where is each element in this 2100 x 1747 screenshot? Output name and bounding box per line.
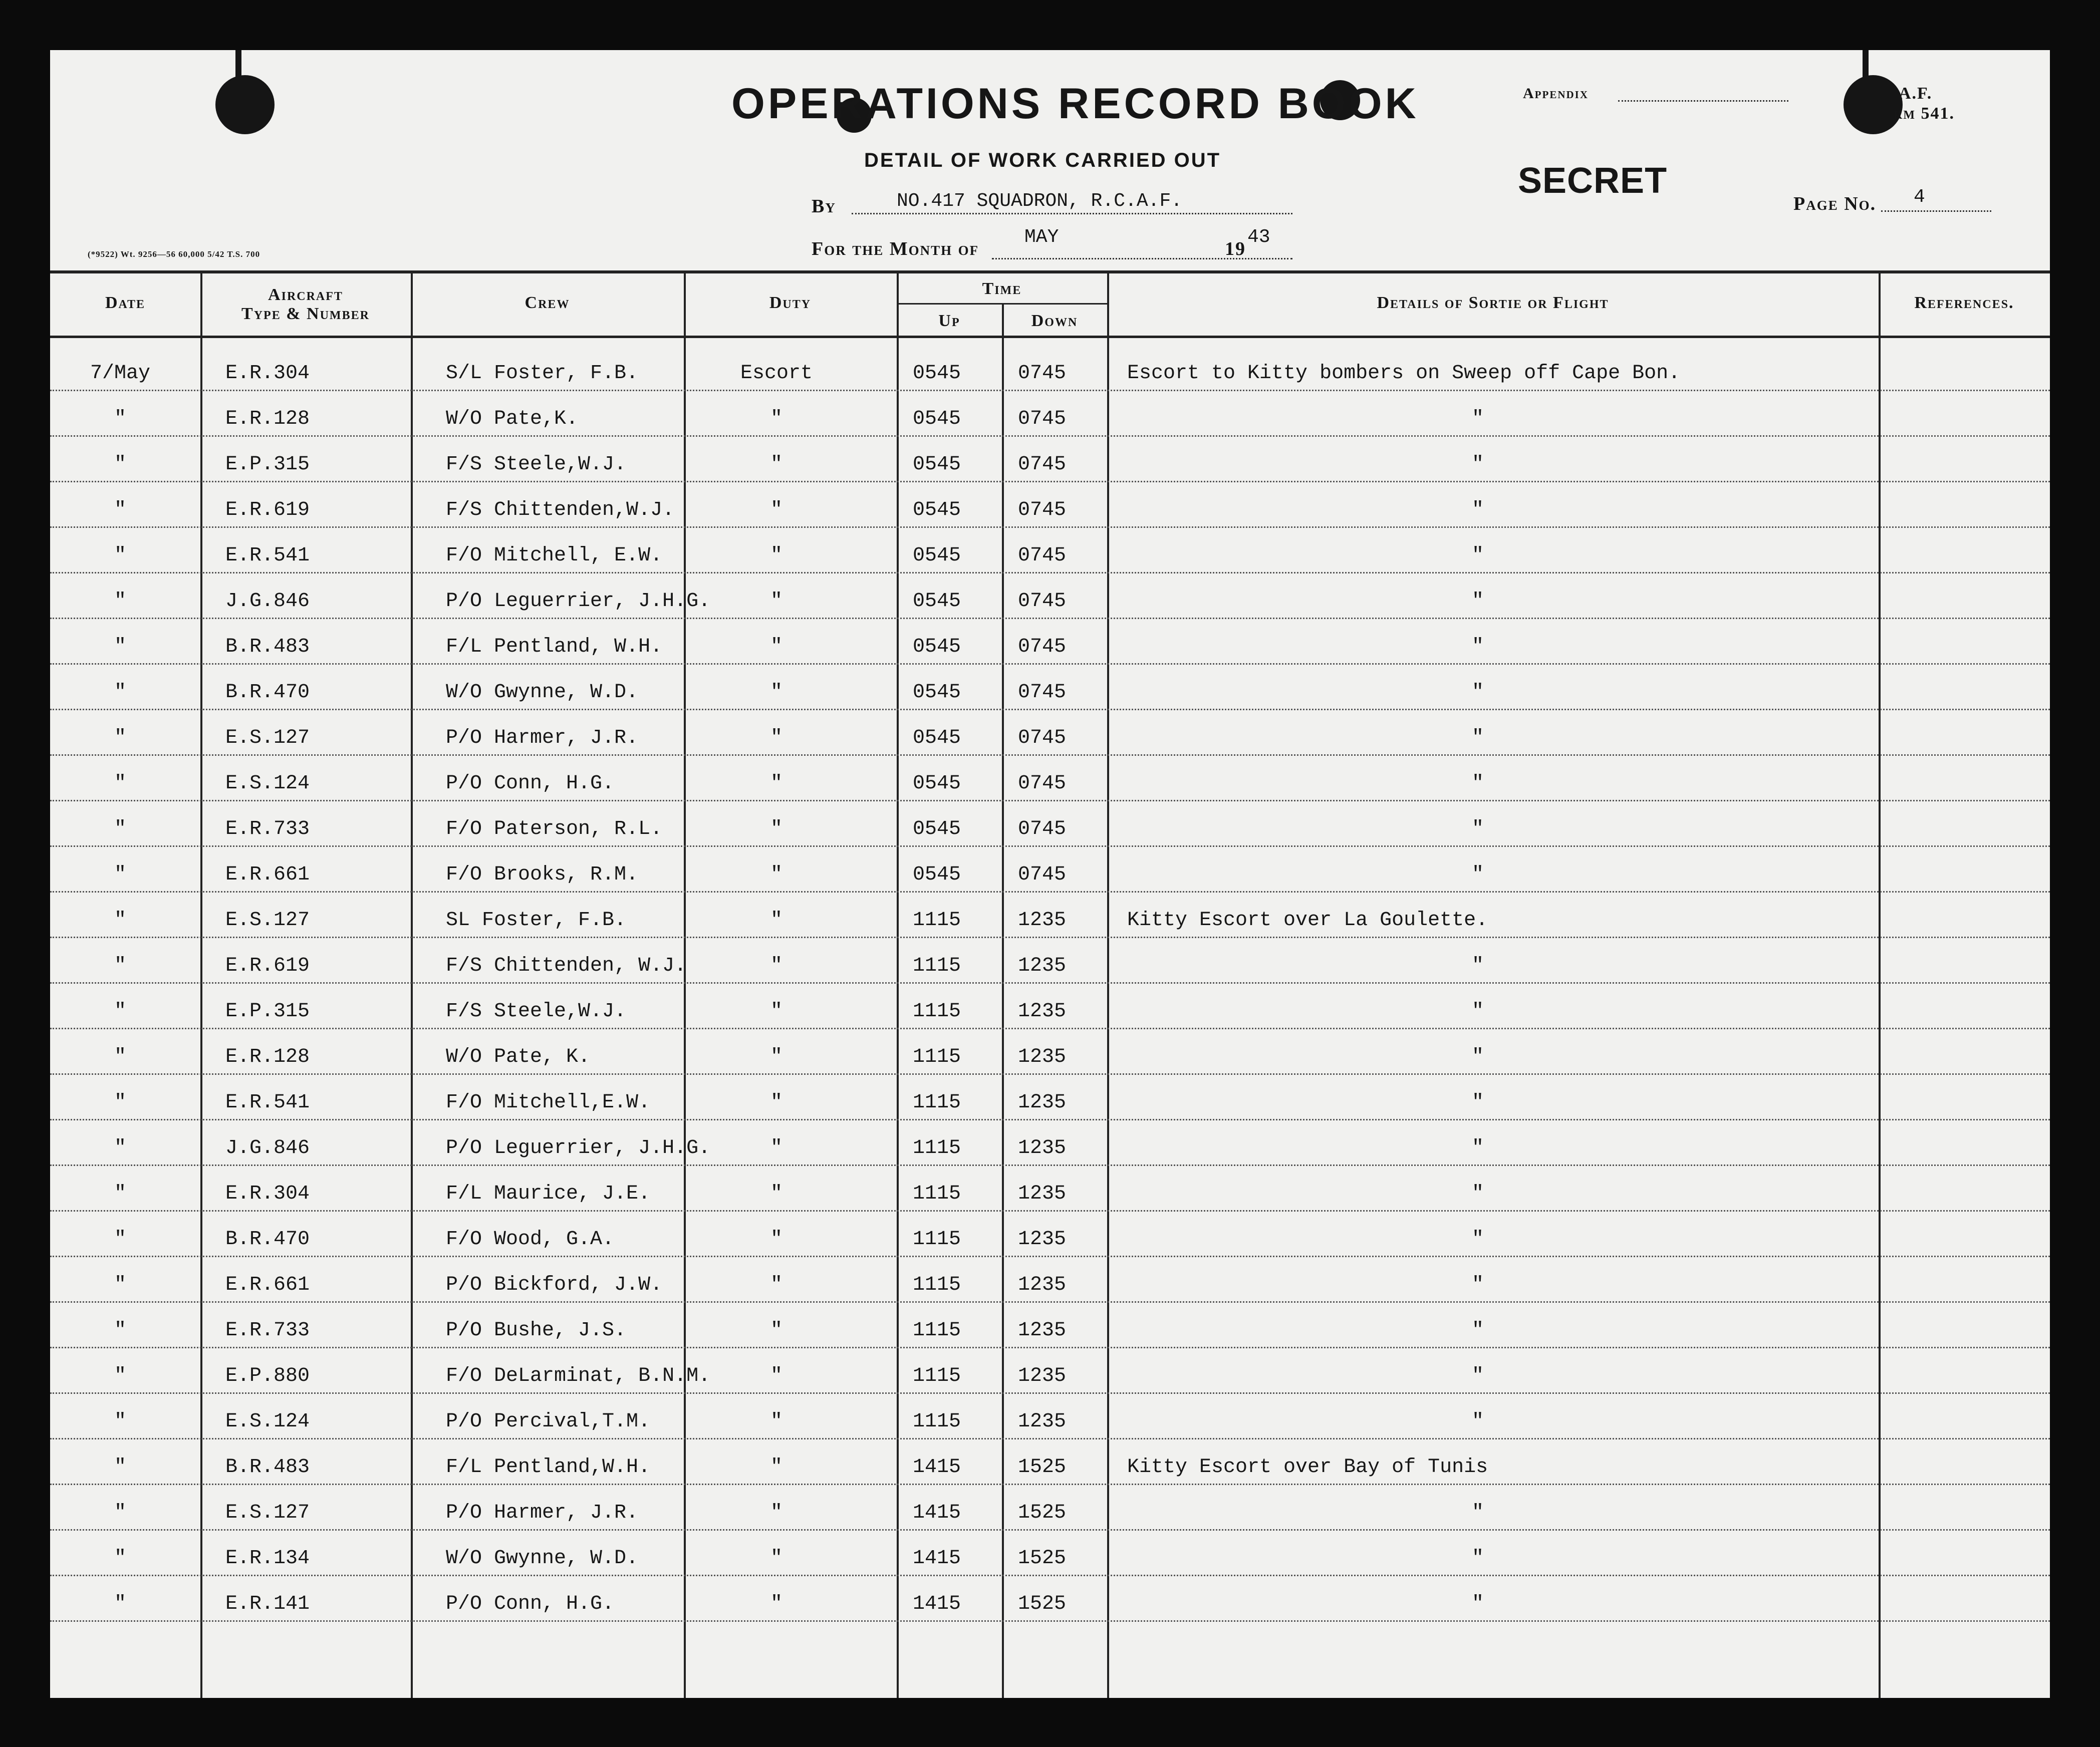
details-cell: " <box>1471 818 1484 840</box>
form-subtitle: DETAIL OF WORK CARRIED OUT <box>864 149 1221 171</box>
duty-cell: " <box>770 1000 782 1023</box>
duty-cell: " <box>770 1547 782 1570</box>
details-cell: " <box>1471 1091 1484 1114</box>
time-down-cell: 1525 <box>1017 1593 1066 1615</box>
time-down-cell: 1525 <box>1017 1456 1066 1479</box>
date-cell: " <box>114 1502 126 1524</box>
date-cell: " <box>114 1183 126 1205</box>
date-cell: " <box>114 1137 126 1159</box>
details-cell: " <box>1471 408 1484 430</box>
form-title: OPERATIONS RECORD BOOK <box>731 80 1419 128</box>
sortie-row <box>50 938 2050 984</box>
crew-cell: F/S Steele,W.J. <box>446 1000 627 1023</box>
crew-cell: F/L Pentland, W.H. <box>446 636 663 658</box>
crew-cell: P/O Harmer, J.R. <box>446 727 639 749</box>
time-down-cell: 0745 <box>1017 453 1066 476</box>
form-number-line2: rm 541. <box>1894 104 1955 123</box>
aircraft-cell: E.R.541 <box>225 544 310 567</box>
crew-cell: F/S Steele,W.J. <box>446 453 627 476</box>
aircraft-cell: E.P.315 <box>225 453 310 476</box>
crew-cell: SL Foster, F.B. <box>446 909 627 932</box>
duty-cell: " <box>770 1228 782 1251</box>
by-underline <box>852 213 1292 214</box>
time-up-cell: 0545 <box>912 681 961 704</box>
sortie-row <box>50 1166 2050 1212</box>
page-underline <box>1881 210 1991 212</box>
month-value: MAY <box>1024 226 1059 248</box>
crew-cell: W/O Gwynne, W.D. <box>446 1547 639 1570</box>
details-cell: " <box>1471 453 1484 476</box>
time-up-cell: 1115 <box>912 909 961 932</box>
details-cell: " <box>1471 727 1484 749</box>
crew-cell: F/S Chittenden, W.J. <box>446 955 687 977</box>
aircraft-cell: E.S.127 <box>225 1502 310 1524</box>
duty-cell: " <box>770 590 782 613</box>
time-down-cell: 0745 <box>1017 636 1066 658</box>
crew-cell: F/O Brooks, R.M. <box>446 863 639 886</box>
crew-cell: W/O Pate, K. <box>446 1046 591 1068</box>
time-up-cell: 0545 <box>912 863 961 886</box>
aircraft-cell: E.R.619 <box>225 499 310 521</box>
time-down-cell: 0745 <box>1017 544 1066 567</box>
crew-cell: P/O Bickford, J.W. <box>446 1274 663 1296</box>
time-down-cell: 0745 <box>1017 772 1066 795</box>
crew-cell: W/O Gwynne, W.D. <box>446 681 639 704</box>
col-up: Up <box>938 312 960 330</box>
time-down-cell: 0745 <box>1017 818 1066 840</box>
details-cell: Kitty Escort over Bay of Tunis <box>1127 1456 1488 1479</box>
crew-cell: S/L Foster, F.B. <box>446 362 639 385</box>
details-cell: Escort to Kitty bombers on Sweep off Cape Bon. <box>1127 362 1681 385</box>
crew-cell: F/O Paterson, R.L. <box>446 818 663 840</box>
col-references: References. <box>1914 294 2014 312</box>
crew-cell: P/O Conn, H.G. <box>446 772 615 795</box>
sortie-row <box>50 1029 2050 1075</box>
date-cell: " <box>114 818 126 840</box>
sortie-row <box>50 1394 2050 1439</box>
aircraft-cell: E.P.315 <box>225 1000 310 1023</box>
time-down-cell: 0745 <box>1017 681 1066 704</box>
details-cell: " <box>1471 636 1484 658</box>
aircraft-cell: E.R.128 <box>225 408 310 430</box>
table-head-rule <box>50 336 2050 338</box>
sortie-table-body <box>50 346 2050 1622</box>
aircraft-cell: E.S.127 <box>225 727 310 749</box>
sortie-row <box>50 893 2050 938</box>
aircraft-cell: E.S.124 <box>225 1410 310 1433</box>
date-cell: " <box>114 590 126 613</box>
sortie-row <box>50 665 2050 710</box>
time-up-cell: 1115 <box>912 1319 961 1342</box>
month-underline <box>992 258 1292 259</box>
crew-cell: F/L Maurice, J.E. <box>446 1183 651 1205</box>
duty-cell: " <box>770 636 782 658</box>
aircraft-cell: E.R.619 <box>225 955 310 977</box>
page-number: 4 <box>1914 186 1925 208</box>
time-up-cell: 0545 <box>912 590 961 613</box>
by-label: By <box>812 196 836 217</box>
date-cell: " <box>114 955 126 977</box>
duty-cell: " <box>770 1319 782 1342</box>
duty-cell: " <box>770 909 782 932</box>
crew-cell: F/S Chittenden,W.J. <box>446 499 675 521</box>
appendix-underline <box>1618 100 1788 102</box>
date-cell: 7/May <box>90 362 151 385</box>
time-up-cell: 0545 <box>912 727 961 749</box>
time-down-cell: 0745 <box>1017 408 1066 430</box>
sortie-row <box>50 391 2050 437</box>
col-aircraft-line2: Type & Number <box>241 305 370 323</box>
aircraft-cell: E.R.134 <box>225 1547 310 1570</box>
time-up-cell: 1115 <box>912 1274 961 1296</box>
time-up-cell: 1115 <box>912 955 961 977</box>
duty-cell: " <box>770 863 782 886</box>
date-cell: " <box>114 681 126 704</box>
details-cell: " <box>1471 863 1484 886</box>
time-up-cell: 1415 <box>912 1456 961 1479</box>
details-cell: " <box>1471 681 1484 704</box>
date-cell: " <box>114 772 126 795</box>
time-down-cell: 0745 <box>1017 499 1066 521</box>
time-up-cell: 0545 <box>912 818 961 840</box>
time-up-cell: 1115 <box>912 1091 961 1114</box>
details-cell: " <box>1471 772 1484 795</box>
crew-cell: F/O Wood, G.A. <box>446 1228 615 1251</box>
date-cell: " <box>114 453 126 476</box>
time-up-cell: 0545 <box>912 499 961 521</box>
sortie-row <box>50 1303 2050 1348</box>
details-cell: " <box>1471 544 1484 567</box>
sortie-row <box>50 346 2050 391</box>
date-cell: " <box>114 1319 126 1342</box>
sortie-row <box>50 482 2050 528</box>
aircraft-cell: E.R.541 <box>225 1091 310 1114</box>
crew-cell: F/L Pentland,W.H. <box>446 1456 651 1479</box>
duty-cell: " <box>770 1456 782 1479</box>
sortie-row <box>50 528 2050 573</box>
date-cell: " <box>114 863 126 886</box>
sortie-row <box>50 1075 2050 1120</box>
sortie-row <box>50 847 2050 893</box>
sortie-row <box>50 801 2050 847</box>
table-top-rule <box>50 270 2050 273</box>
details-cell: " <box>1471 1046 1484 1068</box>
time-down-cell: 1235 <box>1017 1410 1066 1433</box>
sortie-row <box>50 1120 2050 1166</box>
duty-cell: " <box>770 453 782 476</box>
aircraft-cell: E.R.661 <box>225 863 310 886</box>
sortie-row <box>50 1348 2050 1394</box>
time-down-cell: 1235 <box>1017 1319 1066 1342</box>
aircraft-cell: E.R.733 <box>225 1319 310 1342</box>
duty-cell: " <box>770 1137 782 1159</box>
aircraft-cell: B.R.470 <box>225 1228 310 1251</box>
time-up-cell: 1115 <box>912 1137 961 1159</box>
time-down-cell: 1235 <box>1017 1274 1066 1296</box>
details-cell: " <box>1471 590 1484 613</box>
crew-cell: P/O Leguerrier, J.H.G. <box>446 590 711 613</box>
time-down-cell: 0745 <box>1017 590 1066 613</box>
sortie-row <box>50 1212 2050 1257</box>
time-down-cell: 1235 <box>1017 909 1066 932</box>
sortie-row <box>50 1439 2050 1485</box>
date-cell: " <box>114 408 126 430</box>
year-value: 43 <box>1247 226 1270 248</box>
sortie-row <box>50 984 2050 1029</box>
date-cell: " <box>114 1593 126 1615</box>
time-up-cell: 0545 <box>912 636 961 658</box>
aircraft-cell: E.R.141 <box>225 1593 310 1615</box>
col-aircraft-line1: Aircraft <box>268 285 343 304</box>
aircraft-cell: E.S.127 <box>225 909 310 932</box>
time-down-cell: 1235 <box>1017 1183 1066 1205</box>
binder-hole <box>215 75 275 134</box>
col-date: Date <box>105 294 146 312</box>
date-cell: " <box>114 909 126 932</box>
crew-cell: P/O Percival,T.M. <box>446 1410 651 1433</box>
details-cell: " <box>1471 1000 1484 1023</box>
page-label: Page No. <box>1793 193 1877 214</box>
time-up-cell: 1415 <box>912 1502 961 1524</box>
details-cell: " <box>1471 1228 1484 1251</box>
aircraft-cell: E.R.733 <box>225 818 310 840</box>
time-up-cell: 0545 <box>912 362 961 385</box>
details-cell: " <box>1471 1502 1484 1524</box>
time-down-cell: 1235 <box>1017 955 1066 977</box>
time-up-cell: 1115 <box>912 1183 961 1205</box>
date-cell: " <box>114 1274 126 1296</box>
aircraft-cell: B.R.483 <box>225 636 310 658</box>
time-down-cell: 1525 <box>1017 1502 1066 1524</box>
aircraft-cell: J.G.846 <box>225 590 310 613</box>
col-details: Details of Sortie or Flight <box>1377 294 1609 312</box>
sortie-row <box>50 1257 2050 1303</box>
time-up-cell: 1115 <box>912 1410 961 1433</box>
print-code: (*9522) Wt. 9256—56 60,000 5/42 T.S. 700 <box>88 249 260 259</box>
time-up-cell: 0545 <box>912 453 961 476</box>
crew-cell: P/O Leguerrier, J.H.G. <box>446 1137 711 1159</box>
aircraft-cell: E.R.128 <box>225 1046 310 1068</box>
date-cell: " <box>114 544 126 567</box>
time-up-cell: 1115 <box>912 1000 961 1023</box>
details-cell: " <box>1471 499 1484 521</box>
time-up-cell: 0545 <box>912 408 961 430</box>
time-down-cell: 1235 <box>1017 1046 1066 1068</box>
sortie-row <box>50 619 2050 665</box>
date-cell: " <box>114 1456 126 1479</box>
date-cell: " <box>114 1410 126 1433</box>
details-cell: " <box>1471 955 1484 977</box>
record-sheet <box>50 50 2050 1698</box>
aircraft-cell: E.P.880 <box>225 1365 310 1387</box>
duty-cell: " <box>770 1183 782 1205</box>
date-cell: " <box>114 636 126 658</box>
crew-cell: P/O Conn, H.G. <box>446 1593 615 1615</box>
time-up-cell: 1415 <box>912 1593 961 1615</box>
secret-stamp: SECRET <box>1518 161 1668 201</box>
col-down: Down <box>1031 312 1078 330</box>
duty-cell: " <box>770 1593 782 1615</box>
sortie-row <box>50 1531 2050 1576</box>
duty-cell: " <box>770 1046 782 1068</box>
sortie-row <box>50 1485 2050 1531</box>
duty-cell: " <box>770 408 782 430</box>
time-up-cell: 1115 <box>912 1228 961 1251</box>
aircraft-cell: E.S.124 <box>225 772 310 795</box>
col-time: Time <box>982 279 1022 298</box>
form-number-line1: A.F. <box>1899 84 1933 103</box>
col-crew: Crew <box>524 294 570 312</box>
crew-cell: W/O Pate,K. <box>446 408 579 430</box>
aircraft-cell: B.R.470 <box>225 681 310 704</box>
time-down-cell: 0745 <box>1017 727 1066 749</box>
time-down-cell: 1525 <box>1017 1547 1066 1570</box>
crew-cell: F/O Mitchell, E.W. <box>446 544 663 567</box>
time-down-cell: 1235 <box>1017 1365 1066 1387</box>
time-up-cell: 1415 <box>912 1547 961 1570</box>
appendix-label: Appendix <box>1523 85 1589 102</box>
duty-cell: " <box>770 818 782 840</box>
duty-cell: " <box>770 1502 782 1524</box>
date-cell: " <box>114 1046 126 1068</box>
details-cell: " <box>1471 1410 1484 1433</box>
sortie-row <box>50 437 2050 482</box>
sortie-row <box>50 573 2050 619</box>
details-cell: " <box>1471 1137 1484 1159</box>
duty-cell: " <box>770 681 782 704</box>
date-cell: " <box>114 1228 126 1251</box>
duty-cell: " <box>770 727 782 749</box>
time-up-cell: 1115 <box>912 1046 961 1068</box>
aircraft-cell: E.R.304 <box>225 362 310 385</box>
sortie-row <box>50 756 2050 801</box>
crew-cell: F/O Mitchell,E.W. <box>446 1091 651 1114</box>
duty-cell: " <box>770 1410 782 1433</box>
date-cell: " <box>114 1091 126 1114</box>
duty-cell: Escort <box>740 362 813 385</box>
sortie-row <box>50 710 2050 756</box>
col-duty: Duty <box>769 294 812 312</box>
aircraft-cell: E.R.304 <box>225 1183 310 1205</box>
month-label: For the Month of <box>812 238 979 259</box>
aircraft-cell: E.R.661 <box>225 1274 310 1296</box>
time-down-cell: 0745 <box>1017 863 1066 886</box>
sortie-row <box>50 1576 2050 1622</box>
year-prefix: 19 <box>1225 238 1246 259</box>
aircraft-cell: B.R.483 <box>225 1456 310 1479</box>
duty-cell: " <box>770 499 782 521</box>
duty-cell: " <box>770 1274 782 1296</box>
time-down-cell: 0745 <box>1017 362 1066 385</box>
date-cell: " <box>114 499 126 521</box>
crew-cell: P/O Bushe, J.S. <box>446 1319 627 1342</box>
time-up-cell: 0545 <box>912 544 961 567</box>
duty-cell: " <box>770 1091 782 1114</box>
details-cell: " <box>1471 1547 1484 1570</box>
date-cell: " <box>114 1365 126 1387</box>
time-up-cell: 0545 <box>912 772 961 795</box>
date-cell: " <box>114 1000 126 1023</box>
date-cell: " <box>114 727 126 749</box>
details-cell: " <box>1471 1365 1484 1387</box>
date-cell: " <box>114 1547 126 1570</box>
time-down-cell: 1235 <box>1017 1091 1066 1114</box>
crew-cell: F/O DeLarminat, B.N.M. <box>446 1365 711 1387</box>
time-down-cell: 1235 <box>1017 1000 1066 1023</box>
squadron-name: NO.417 SQUADRON, R.C.A.F. <box>897 190 1183 212</box>
time-down-cell: 1235 <box>1017 1137 1066 1159</box>
aircraft-cell: J.G.846 <box>225 1137 310 1159</box>
time-up-cell: 1115 <box>912 1365 961 1387</box>
details-cell: " <box>1471 1183 1484 1205</box>
time-down-cell: 1235 <box>1017 1228 1066 1251</box>
details-cell: " <box>1471 1593 1484 1615</box>
duty-cell: " <box>770 955 782 977</box>
duty-cell: " <box>770 544 782 567</box>
duty-cell: " <box>770 772 782 795</box>
duty-cell: " <box>770 1365 782 1387</box>
details-cell: Kitty Escort over La Goulette. <box>1127 909 1488 932</box>
details-cell: " <box>1471 1319 1484 1342</box>
crew-cell: P/O Harmer, J.R. <box>446 1502 639 1524</box>
details-cell: " <box>1471 1274 1484 1296</box>
